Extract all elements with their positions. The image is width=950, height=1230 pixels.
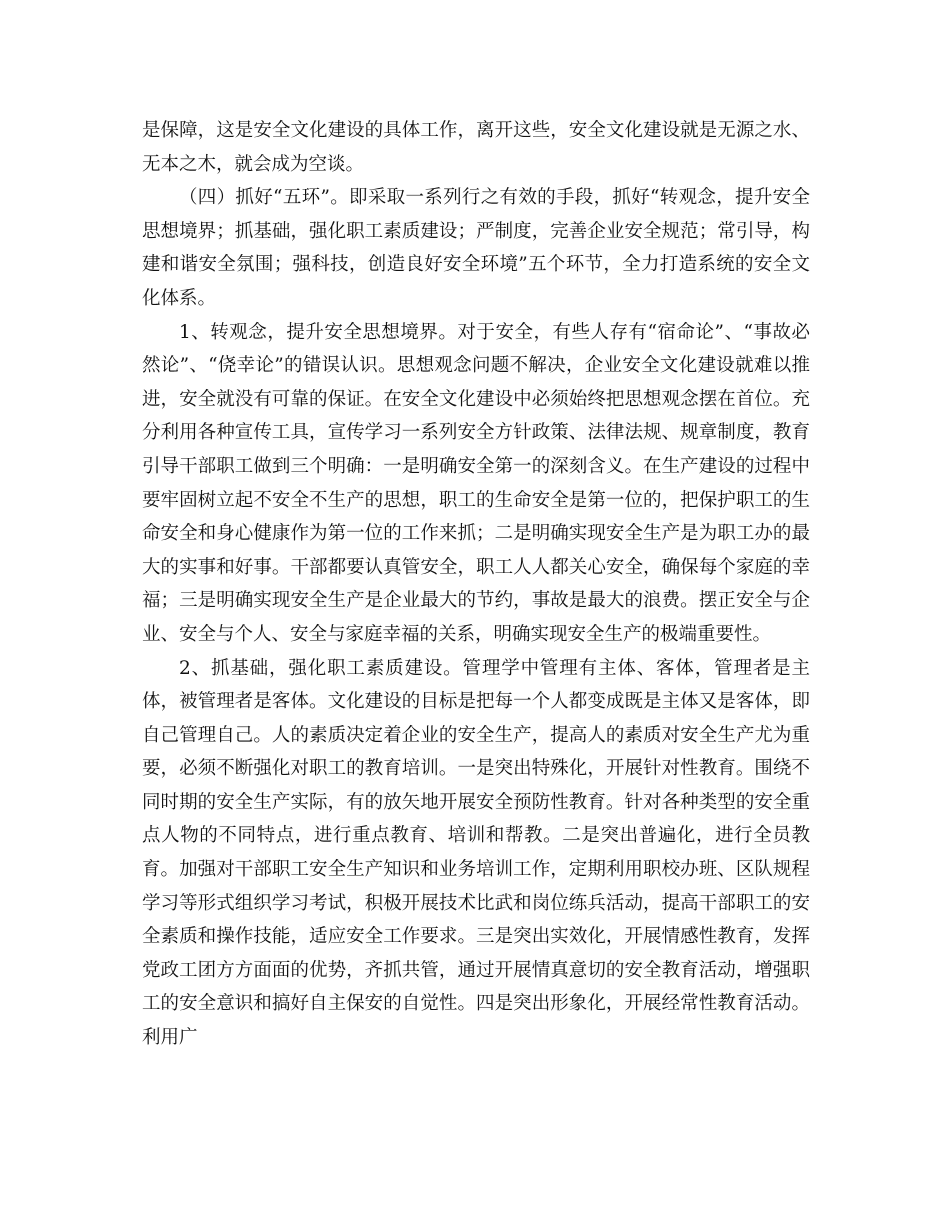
document-body	[142, 114, 810, 1055]
paragraph-continuation: 是保障，这是安全文化建设的具体工作，离开这些，安全文化建设就是无源之水、无本之木，就会成为空谈。	[142, 120, 810, 175]
paragraph-change-concepts: 1、转观念，提升安全思想境界。对于安全，有些人存有“宿命论”、“事故必然论”、“侥幸论”的错误认识。思想观念问题不解决，企业安全文化建设就难以推进，安全就没有可靠的保证。在安全文化建设中必须始终把思想观念摆在首位。充分利用各种宣传工具，宣传学习一系列安全方针政策、法律法规、规章制度，教育引导干部职工做到三个明确：一是明确安全第一的深刻含义。在生产建设的过程中要牢固树立起不安全不生产的思想，职工的生命安全是第一位的，把保护职工的生命安全和身心健康作为第一位的工作来抓；二是明确实现安全生产是为职工办的最大的实事和好事。干部都要认真管安全，职工人人都关心安全，确保每个家庭的幸福；三是明确实现安全生产是企业最大的节约，事故是最大的浪费。摆正安全与企业、安全与个人、安全与家庭幸福的关系，明确实现安全生产的极端重要性。	[142, 321, 810, 645]
paragraph-five-links: （四）抓好“五环”。即采取一系列行之有效的手段，抓好“转观念，提升安全思想境界；抓基础，强化职工素质建设；严制度，完善企业安全规范；常引导，构建和谐安全氛围；强科技，创造良好安全环境”五个环节，全力打造系统的安全文化体系。	[142, 187, 810, 309]
paragraph-strengthen-foundation: 2、抓基础，强化职工素质建设。管理学中管理有主体、客体，管理者是主体，被管理者是客体。文化建设的目标是把每一个人都变成既是主体又是客体，即自己管理自己。人的素质决定着企业的安全生产，提高人的素质对安全生产尤为重要，必须不断强化对职工的教育培训。一是突出特殊化，开展针对性教育。围绕不同时期的安全生产实际，有的放矢地开展安全预防性教育。针对各种类型的安全重点人物的不同特点，进行重点教育、培训和帮教。二是突出普遍化，进行全员教育。加强对干部职工安全生产知识和业务培训工作，定期利用职校办班、区队规程学习等形式组织学习考试，积极开展技术比武和岗位练兵活动，提高干部职工的安全素质和操作技能，适应安全工作要求。三是突出实效化，开展情感性教育，发挥党政工团方方面面的优势，齐抓共管，通过开展情真意切的安全教育活动，增强职工的安全意识和搞好自主保安的自觉性。四是突出形象化，开展经常性教育活动。利用广	[142, 657, 810, 1049]
